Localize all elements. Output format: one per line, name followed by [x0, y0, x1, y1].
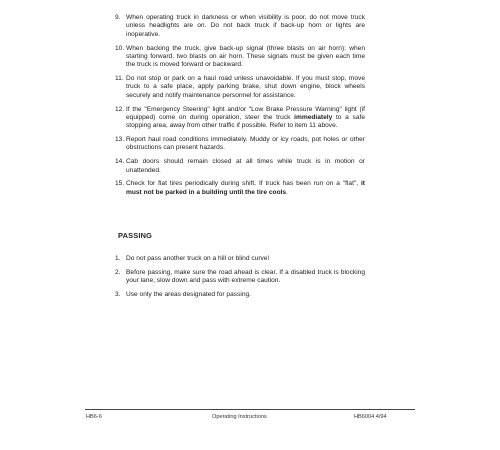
item-number: 13. [115, 136, 125, 144]
item-number: 2. [115, 268, 121, 276]
item-number: 9. [115, 14, 121, 21]
emphasis-text: immediately [294, 113, 333, 121]
footer-divider [85, 409, 415, 410]
section-heading: PASSING [118, 231, 153, 240]
footer-title: Operating Instructions [212, 414, 267, 420]
item-text: When backing the truck, give back-up signal (three blasts on air horn); when starting forward, two blasts on air horn. These signals must be given each time the truck is moved forward or backward. [126, 44, 365, 69]
item-number: 1. [115, 255, 121, 262]
footer-doc-ref: HB6004 4/94 [354, 414, 387, 420]
list-item [115, 158, 365, 175]
item-text: When operating truck in darkness or when visibility is poor, do not move truck unless headlights are on. Do not back truck if back-up horn or lights are inoperative. [126, 14, 365, 38]
item-text: Cab doors should remain closed at all times while truck is in motion or unattended. [126, 158, 365, 174]
item-text: Use only the areas designated for passing. [126, 290, 251, 298]
item-number: 11. [115, 75, 124, 83]
list-item [115, 106, 365, 131]
list-item [115, 291, 365, 299]
list-item [115, 180, 365, 197]
item-text: Do not pass another truck on a hill or blind curve! [126, 255, 270, 262]
item-text [126, 106, 365, 130]
item-number: 14. [115, 158, 125, 166]
item-text-part: . [286, 188, 288, 196]
item-text-part: If the "Emergency Steering" light and/or "Low Brake Pressure Warning" light (if equipped) come on during operation, steer the truck [126, 105, 365, 121]
item-text-part: to a safe stopping area, away from other traffic if possible. Refer to item 11 above. [126, 113, 365, 130]
item-number: 12. [115, 105, 125, 113]
item-text: Do not stop or park on a haul road unless unavoidable. If you must stop, move truck to a safe place, apply parking brake, shut down engine, block wheels securely and notify maintenance personnel for assistance. [126, 75, 365, 99]
item-text: Report haul road conditions immediately. Muddy or icy roads, pot holes or other obstructions can present hazards. [126, 136, 365, 152]
passing-rules-list [115, 255, 365, 305]
list-item [115, 136, 365, 153]
emphasis-text: it must not be parked in a building until the tire cools [126, 180, 365, 196]
item-text [126, 180, 365, 195]
item-number: 10. [115, 44, 125, 52]
list-item [115, 75, 365, 100]
list-item [115, 45, 365, 70]
list-item [115, 14, 365, 39]
list-item [115, 269, 365, 286]
item-number: 15. [115, 180, 125, 188]
operating-rules-list [115, 14, 365, 202]
item-text: Before passing, make sure the road ahead is clear. If a disabled truck is blocking your lane, slow down and pass with extreme caution. [126, 268, 365, 285]
item-text-part: Check for flat tires periodically during shift. If truck has been run on a "flat", [126, 180, 361, 188]
list-item [115, 255, 365, 263]
item-number: 3. [115, 290, 121, 298]
footer-page-number: HB6-6 [86, 414, 102, 420]
